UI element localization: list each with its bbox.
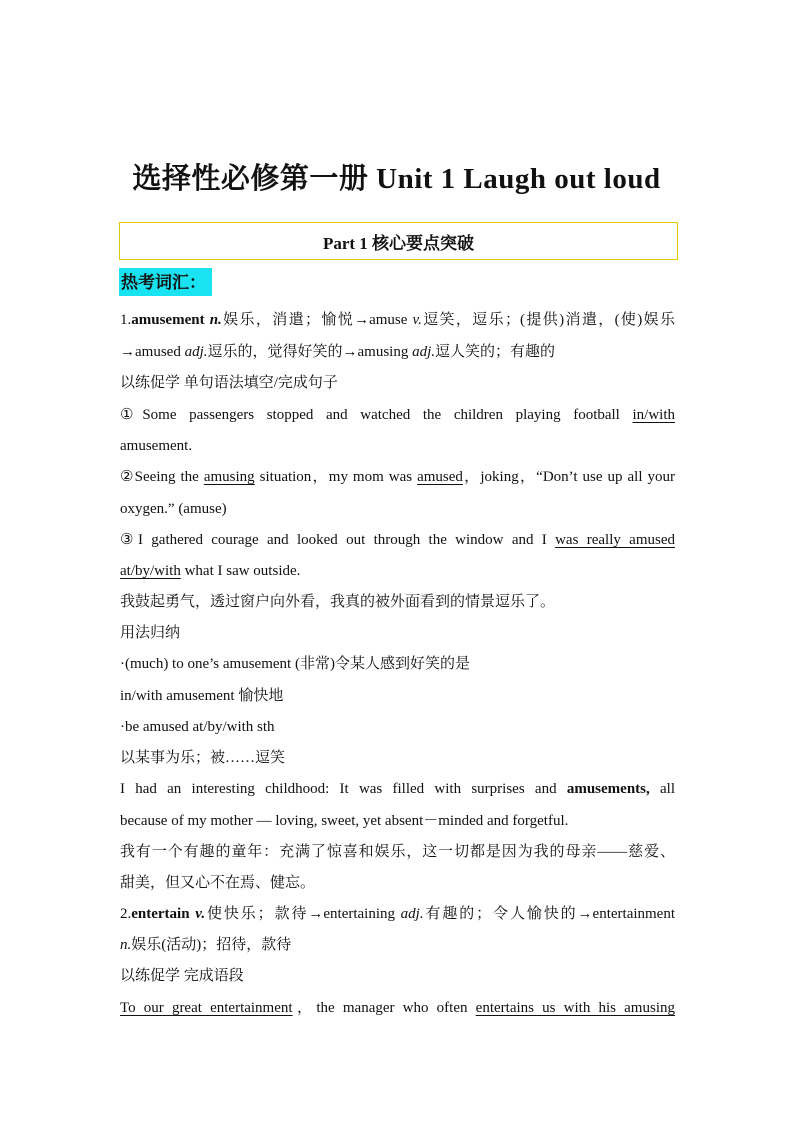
practice-heading-1: 以练促学 单句语法填空/完成句子	[120, 375, 338, 391]
answer-blank: amusing	[203, 469, 255, 485]
usage-heading: 用法归纳	[120, 625, 181, 641]
entry-2-line-1: 2.entertain v.使快乐；款待→entertaining adj.有趣的；令人愉快的→entertainment	[120, 906, 676, 922]
entry-1-line-1: 1.amusement n.娱乐，消遣；愉悦→amuse v.逗笑，逗乐；(提供)消遣，(使)娱乐	[120, 312, 676, 328]
sentence-3-translation: 我鼓起勇气，透过窗户向外看，我真的被外面看到的情景逗乐了。	[120, 594, 556, 610]
entry-2-line-2: n.娱乐(活动)；招待，款待	[120, 937, 292, 953]
paragraph-exercise: To our great entertainment，the manager who often entertains us with his amusing	[120, 1000, 675, 1016]
usage-item-2: in/with amusement 愉快地	[120, 688, 284, 704]
headword-entertain: entertain	[131, 906, 190, 922]
sentence-2-cont: oxygen.” (amuse)	[120, 501, 227, 517]
example-translation-1: 我有一个有趣的童年：充满了惊喜和娱乐，这一切都是因为我的母亲——慈爱、	[120, 844, 675, 860]
sentence-1-cont: amusement.	[120, 438, 193, 454]
answer-blank: To our great entertainment	[120, 1000, 293, 1016]
part-heading	[119, 222, 678, 260]
answer-blank: entertains us with his amusing	[475, 1000, 675, 1016]
hot-vocab-label: 热考词汇：	[119, 268, 212, 296]
page-title: 选择性必修第一册 Unit 1 Laugh out loud	[132, 163, 661, 195]
sentence-2: ②Seeing the amusing situation，my mom was amused，joking，“Don’t use up all your	[120, 469, 675, 485]
example-sentence-cont: because of my mother — loving, sweet, yet absent－minded and forgetful.	[120, 813, 569, 829]
practice-heading-2: 以练促学 完成语段	[120, 968, 244, 984]
answer-blank: amused	[417, 469, 463, 485]
part-heading-text: Part 1 核心要点突破	[322, 233, 475, 253]
answer-blank: at/by/with	[120, 563, 181, 579]
sentence-1: ①Some passengers stopped and watched the children playing football in/with	[120, 407, 675, 423]
usage-item-3: ·be amused at/by/with sth	[120, 719, 275, 735]
answer-blank: in/with	[632, 407, 675, 423]
example-sentence: I had an interesting childhood: It was filled with surprises and amusements, all	[120, 781, 675, 797]
answer-blank: was really amused	[555, 532, 675, 548]
sentence-3: ③I gathered courage and looked out through the window and I was really amused	[120, 532, 675, 548]
usage-item-1: ·(much) to one’s amusement (非常)令某人感到好笑的是	[120, 656, 470, 672]
usage-item-3-meaning: 以某事为乐；被……逗笑	[120, 750, 286, 766]
headword-amusement: amusement	[131, 312, 205, 328]
example-translation-2: 甜美，但又心不在焉、健忘。	[120, 875, 316, 891]
entry-1-line-2: →amused adj.逗乐的，觉得好笑的→amusing adj.逗人笑的；有趣的	[120, 344, 556, 360]
sentence-3-cont: at/by/with what I saw outside.	[120, 563, 301, 579]
